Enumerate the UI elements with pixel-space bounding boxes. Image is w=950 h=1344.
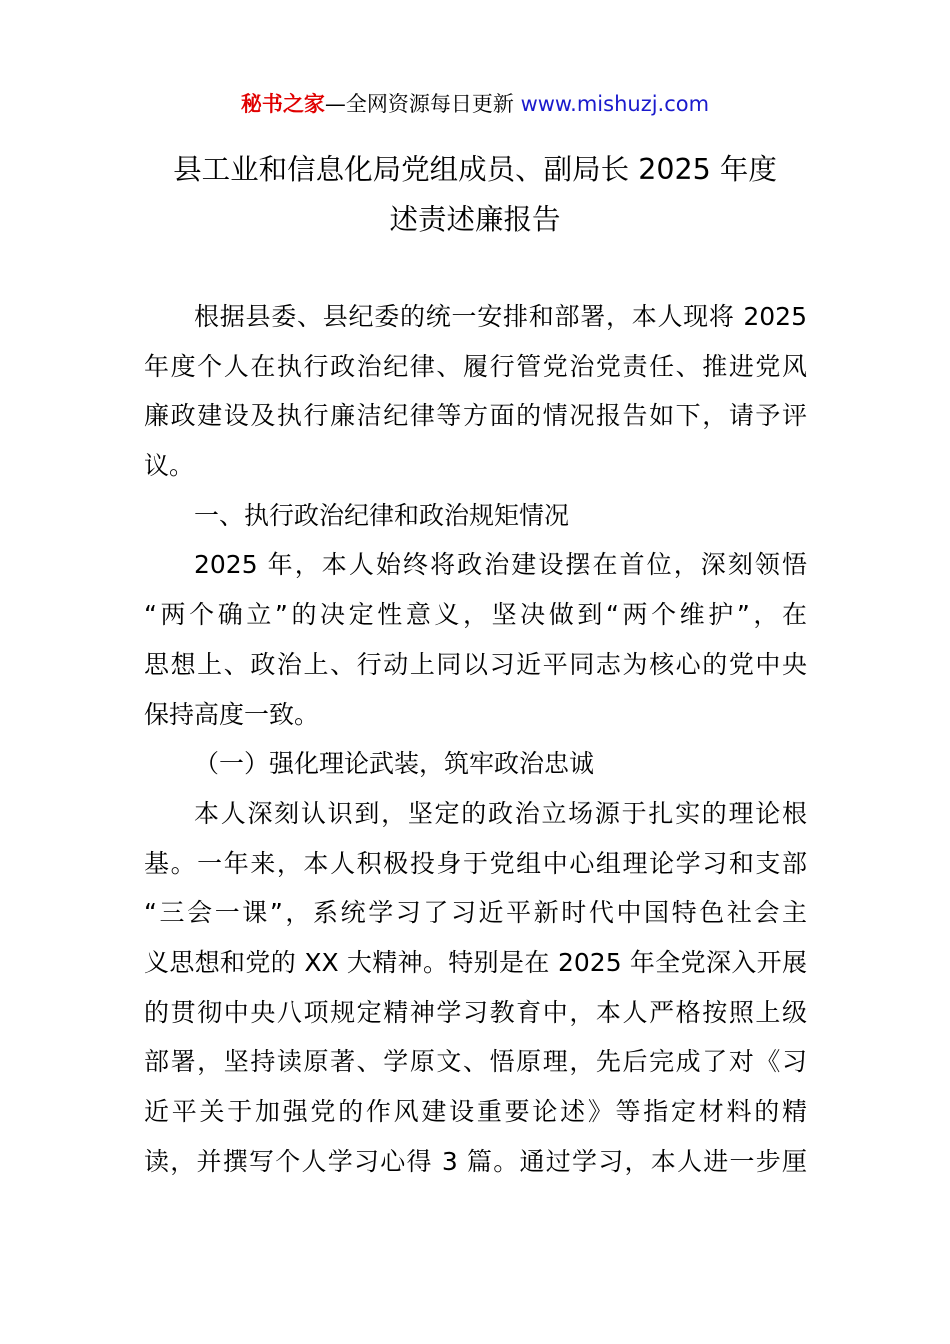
paragraph-line: 基。一年来，本人积极投身于党组中心组理论学习和支部 (144, 848, 807, 878)
site-header (0, 86, 950, 122)
paragraph-line: 本人深刻认识到，坚定的政治立场源于扎实的理论根 (194, 798, 807, 828)
paragraph-line: 廉政建设及执行廉洁纪律等方面的情况报告如下，请予评 (144, 401, 807, 431)
paragraph-line: 的贯彻中央八项规定精神学习教育中，本人严格按照上级 (144, 997, 807, 1027)
paragraph-line: 读，并撰写个人学习心得 3 篇。通过学习，本人进一步厘 (144, 1146, 807, 1176)
paragraph-line: 思想上、政治上、行动上同以习近平同志为核心的党中央 (144, 649, 807, 679)
site-url-link[interactable]: www.mishuzj.com (520, 92, 710, 116)
paragraph-line: 保持高度一致。 (144, 699, 320, 729)
subsection-heading: （一）强化理论武装，筑牢政治忠诚 (194, 749, 595, 779)
paragraph-line: 部署，坚持读原著、学原文、悟原理，先后完成了对《习 (144, 1047, 807, 1077)
paragraph-line: 近平关于加强党的作风建设重要论述》等指定材料的精 (144, 1097, 807, 1126)
section-heading: 一、执行政治纪律和政治规矩情况 (194, 500, 570, 530)
header-tagline: —全网资源每日更新 (324, 92, 514, 116)
paragraph-line: “两个确立”的决定性意义，坚决做到“两个维护”，在 (144, 600, 807, 630)
paragraph-line: 年度个人在执行政治纪律、履行管党治党责任、推进党风 (144, 351, 807, 381)
document-body (144, 292, 807, 1186)
paragraph-line: 2025 年，本人始终将政治建设摆在首位，深刻领悟 (194, 550, 807, 580)
paragraph-line: 根据县委、县纪委的统一安排和部署，本人现将 2025 (194, 302, 807, 331)
brand-name: 秘书之家 (240, 92, 325, 116)
title-line-1: 县工业和信息化局党组成员、副局长 2025 年度 (173, 153, 777, 186)
paragraph-line: 议。 (144, 451, 195, 481)
title-line-2: 述责述廉报告 (389, 203, 561, 236)
document-title (100, 145, 850, 245)
paragraph-line: 义思想和党的 XX 大精神。特别是在 2025 年全党深入开展 (144, 947, 807, 977)
paragraph-line: “三会一课”，系统学习了习近平新时代中国特色社会主 (144, 898, 807, 928)
